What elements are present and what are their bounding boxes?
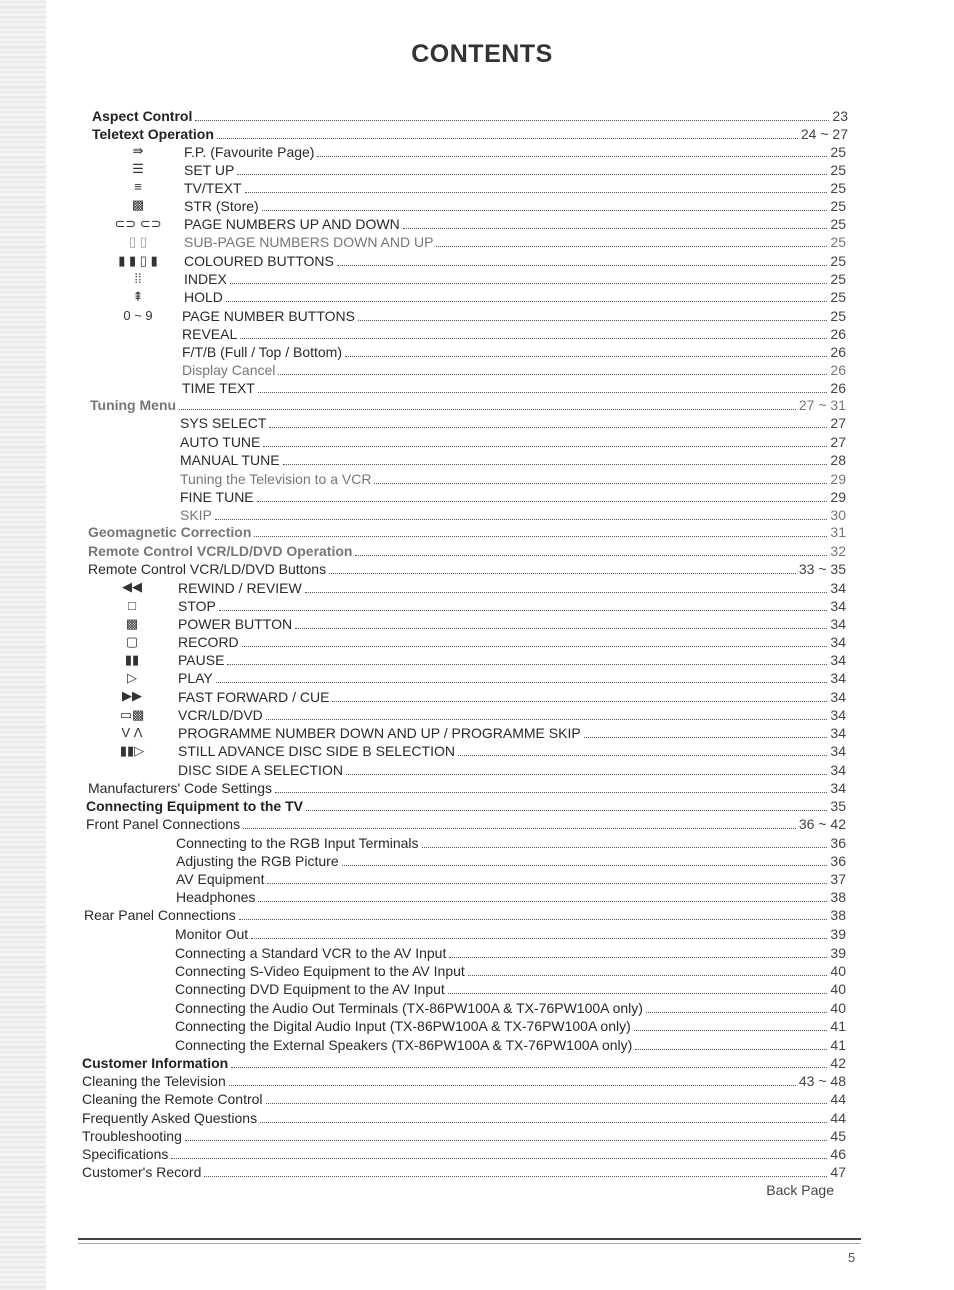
entry-label: Adjusting the RGB Picture [176,853,339,869]
entry-label: PROGRAMME NUMBER DOWN AND UP / PROGRAMME SKIP [178,725,581,741]
entry-label: Teletext Operation [92,126,214,142]
fast-forward-icon: ▶▶ [122,688,142,703]
play-icon: ▷ [127,670,137,685]
toc-entry-set-up[interactable] [184,161,846,178]
digit-range-label: 0 ~ 9 [123,308,153,323]
entry-page: 39 [830,926,846,942]
entry-page: 44 [830,1110,846,1126]
entry-page: Back Page [766,1182,834,1198]
entry-label: Display Cancel [182,362,276,378]
entry-page: 34 [830,670,846,686]
toc-entry-page-number-buttons[interactable] [182,307,846,324]
entry-page: 25 [830,234,846,250]
toc-entry-coloured-buttons[interactable] [184,252,846,269]
entry-page: 25 [830,308,846,324]
toc-entry-audio-out[interactable] [175,999,846,1016]
toc-entry-skip[interactable] [180,506,846,523]
entry-label: Tuning Menu [90,397,177,413]
entry-page: 29 [830,471,846,487]
entry-page: 25 [830,289,846,305]
toc-entry-reveal[interactable] [182,325,846,342]
entry-page: 27 [830,434,846,450]
toc-entry-cleaning-television[interactable] [82,1072,846,1089]
entry-page: 27 [830,415,846,431]
toc-entry-play[interactable] [178,669,846,686]
entry-page: 38 [830,907,846,923]
toc-entry-tuning-vcr[interactable] [180,470,846,487]
entry-label: Remote Control VCR/LD/DVD Operation [88,543,353,559]
entry-page: 43 ~ 48 [798,1073,846,1089]
entry-label: REWIND / REVIEW [178,580,302,596]
entry-page: 34 [830,762,846,778]
entry-label: COLOURED BUTTONS [184,253,334,269]
entry-page: 25 [830,144,846,160]
entry-label: AV Equipment [176,871,265,887]
toc-entry-fine-tune[interactable] [180,488,846,505]
entry-page: 41 [830,1037,846,1053]
entry-label: INDEX [184,271,227,287]
entry-page: 25 [830,162,846,178]
toc-entry-remote-buttons[interactable] [88,560,846,577]
toc-entry-customer-information[interactable] [82,1054,846,1071]
entry-page: 34 [830,580,846,596]
entry-page: 40 [830,981,846,997]
entry-label: Customer's Record [82,1164,202,1180]
store-icon: ▩ [131,197,145,212]
stop-icon: □ [128,598,136,613]
page-number: 5 [848,1250,856,1265]
entry-page: 32 [830,543,846,559]
entry-label: VCR/LD/DVD [178,707,263,723]
entry-page: 26 [830,362,846,378]
entry-page: 46 [830,1146,846,1162]
entry-label: Headphones [176,889,256,905]
entry-page: 24 ~ 27 [800,126,848,142]
index-icon: ⁞⁞ [134,271,142,286]
entry-label: Remote Control VCR/LD/DVD Buttons [88,561,327,577]
entry-page: 39 [830,945,846,961]
entry-label: PLAY [178,670,213,686]
toc-entry-manufacturers-code[interactable] [88,779,846,796]
toc-entry-monitor-out[interactable] [175,925,846,942]
footer-rule [78,1238,861,1240]
entry-label: SYS SELECT [180,415,267,431]
toc-entry-still-advance[interactable] [178,742,846,759]
toc-entry-rear-panel[interactable] [84,906,846,923]
entry-page: 28 [830,452,846,468]
entry-label: SET UP [184,162,235,178]
toc-entry-sys-select[interactable] [180,414,846,431]
entry-label: Connecting the Digital Audio Input (TX-86PW100A & TX-76PW100A only) [175,1018,631,1034]
entry-label: AUTO TUNE [180,434,261,450]
entry-label: STILL ADVANCE DISC SIDE B SELECTION [178,743,455,759]
entry-page: 36 [830,835,846,851]
entry-page: 25 [830,216,846,232]
entry-label: FAST FORWARD / CUE [178,689,330,705]
entry-label: Connecting S-Video Equipment to the AV Input [175,963,465,979]
entry-label: STOP [178,598,216,614]
entry-label: POWER BUTTON [178,616,293,632]
entry-page: 25 [830,198,846,214]
toc-entry-dvd-equipment[interactable] [175,980,846,997]
toc-entry-hold[interactable] [184,288,846,305]
toc-entry-index[interactable] [184,270,846,287]
entry-label: RECORD [178,634,239,650]
entry-label: REVEAL [182,326,238,342]
entry-page: 37 [830,871,846,887]
toc-entry-sub-page-numbers[interactable] [184,233,846,250]
entry-page: 38 [830,889,846,905]
entry-label: Frequently Asked Questions [82,1110,258,1126]
toc-entry-store[interactable] [184,197,846,214]
entry-page: 36 [830,853,846,869]
page-updown-icon: ⊂⊃ ⊂⊃ [114,216,162,231]
toc-entry-favourite-page[interactable] [184,143,846,160]
toc-entry-s-video[interactable] [175,962,846,979]
toc-entry-tv-text[interactable] [184,179,846,196]
entry-label: Connecting the Audio Out Terminals (TX-86PW100A & TX-76PW100A only) [175,1000,643,1016]
toc-entry-cleaning-remote[interactable] [82,1090,846,1107]
toc-entry-power-button[interactable] [178,615,846,632]
entry-page: 40 [830,963,846,979]
entry-label: Tuning the Television to a VCR [180,471,372,487]
still-advance-icon: ▮▮▷ [119,743,145,758]
toc-entry-time-text[interactable] [182,379,846,396]
toc-entry-front-panel[interactable] [86,815,846,832]
toc-entry-display-cancel[interactable] [182,361,846,378]
entry-page: 33 ~ 35 [798,561,846,577]
toc-entry-record[interactable] [178,633,846,650]
hold-icon: ⇞ [132,289,144,304]
entry-label: FINE TUNE [180,489,254,505]
entry-page: 47 [830,1164,846,1180]
toc-entry-standard-vcr[interactable] [175,944,846,961]
entry-page: 34 [830,634,846,650]
toc-entry-digital-audio[interactable] [175,1017,846,1034]
toc-entry-rgb-picture[interactable] [176,852,846,869]
entry-label: TV/TEXT [184,180,242,196]
entry-page: 34 [830,780,846,796]
entry-label: Aspect Control [92,108,193,124]
entry-page: 23 [832,108,848,124]
record-icon: ▢ [125,634,139,649]
entry-label: HOLD [184,289,223,305]
toc-entry-tuning-menu[interactable] [90,396,846,413]
entry-label: Connecting the External Speakers (TX-86PW100A & TX-76PW100A only) [175,1037,633,1053]
entry-page: 45 [830,1128,846,1144]
entry-label: PAUSE [178,652,225,668]
toc-entry-programme-number[interactable] [178,724,846,741]
toc-entry-page-numbers[interactable] [184,215,846,232]
entry-page: 29 [830,489,846,505]
tvtext-icon: ≡ [134,179,142,194]
entry-label: Rear Panel Connections [84,907,236,923]
entry-label: F/T/B (Full / Top / Bottom) [182,344,343,360]
subpage-icon: ▯ ▯ [129,234,147,249]
vcr-ld-dvd-icon: ▭▩ [119,707,145,722]
toc-entry-back-page[interactable] [700,1181,834,1198]
entry-page: 34 [830,652,846,668]
entry-page: 35 [830,798,846,814]
toc-entry-pause[interactable] [178,651,846,668]
toc-entry-vcr-ld-dvd[interactable] [178,706,846,723]
entry-label: Monitor Out [175,926,249,942]
entry-label: DISC SIDE A SELECTION [178,762,343,778]
page-title: CONTENTS [411,40,553,68]
toc-entry-headphones[interactable] [176,888,846,905]
entry-page: 41 [830,1018,846,1034]
toc-entry-troubleshooting[interactable] [82,1127,846,1144]
entry-page: 34 [830,616,846,632]
entry-page: 25 [830,180,846,196]
toc-entry-disc-side-a[interactable] [178,761,846,778]
entry-label: Cleaning the Television [82,1073,226,1089]
entry-label: Customer Information [82,1055,229,1071]
entry-page: 25 [830,253,846,269]
entry-label: Connecting Equipment to the TV [86,798,303,814]
entry-label: Front Panel Connections [86,816,241,832]
entry-page: 42 [830,1055,846,1071]
entry-label: SUB-PAGE NUMBERS DOWN AND UP [184,234,434,250]
entry-page: 27 ~ 31 [798,397,846,413]
entry-label: SKIP [180,507,212,523]
toc-entry-remote-operation[interactable] [88,542,846,559]
power-icon: ▩ [125,616,139,631]
toc-entry-rewind[interactable] [178,579,846,596]
toc-entry-external-speakers[interactable] [175,1036,846,1053]
toc-entry-geomagnetic-correction[interactable] [88,523,846,540]
entry-page: 34 [830,743,846,759]
channel-updown-label: V Λ [121,725,143,740]
entry-page: 26 [830,380,846,396]
entry-label: Connecting to the RGB Input Terminals [176,835,419,851]
entry-page: 30 [830,507,846,523]
entry-label: PAGE NUMBER BUTTONS [182,308,355,324]
toc-entry-auto-tune[interactable] [180,433,846,450]
toc-entry-av-equipment[interactable] [176,870,846,887]
toc-entry-aspect-control[interactable] [92,107,848,124]
entry-page: 34 [830,707,846,723]
entry-page: 40 [830,1000,846,1016]
entry-label: Connecting a Standard VCR to the AV Input [175,945,447,961]
entry-page: 34 [830,598,846,614]
entry-label: F.P. (Favourite Page) [184,144,315,160]
entry-label: Geomagnetic Correction [88,524,252,540]
entry-label: Cleaning the Remote Control [82,1091,263,1107]
toc-entry-rgb-input[interactable] [176,834,846,851]
toc-entry-manual-tune[interactable] [180,451,846,468]
entry-label: TIME TEXT [182,380,255,396]
footer-rule-thin [78,1243,861,1244]
toc-entry-ftb[interactable] [182,343,846,360]
entry-page: 34 [830,725,846,741]
entry-page: 34 [830,689,846,705]
toc-entry-fast-forward[interactable] [178,688,846,705]
entry-page: 44 [830,1091,846,1107]
entry-page: 31 [830,524,846,540]
entry-label: Manufacturers' Code Settings [88,780,272,796]
toc-entry-customers-record[interactable] [82,1163,846,1180]
entry-label: MANUAL TUNE [180,452,280,468]
entry-label: Connecting DVD Equipment to the AV Input [175,981,445,997]
setup-icon: ☰ [132,161,144,176]
toc-entry-connecting-equipment[interactable] [86,797,846,814]
toc-entry-teletext-operation[interactable] [92,125,848,142]
entry-label: Specifications [82,1146,169,1162]
entry-label: Troubleshooting [82,1128,182,1144]
toc-entry-stop[interactable] [178,597,846,614]
toc-entry-faq[interactable] [82,1109,846,1126]
toc-entry-specifications[interactable] [82,1145,846,1162]
entry-page: 26 [830,344,846,360]
rewind-icon: ◀◀ [122,579,142,594]
entry-label: PAGE NUMBERS UP AND DOWN [184,216,400,232]
entry-page: 36 ~ 42 [798,816,846,832]
entry-page: 25 [830,271,846,287]
pause-icon: ▮▮ [124,652,140,667]
coloured-buttons-icon: ▮ ▮ ▯ ▮ [118,253,158,268]
arrow-icon: ⇛ [132,143,144,158]
entry-page: 26 [830,326,846,342]
entry-label: STR (Store) [184,198,259,214]
